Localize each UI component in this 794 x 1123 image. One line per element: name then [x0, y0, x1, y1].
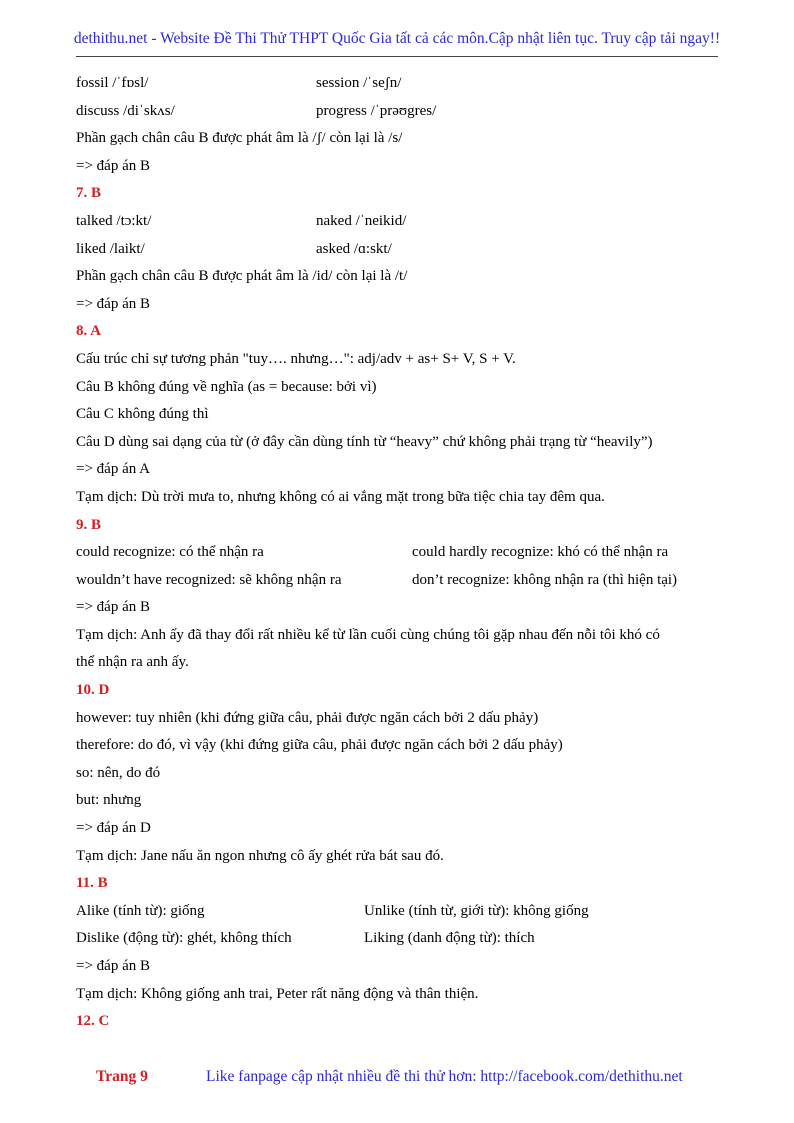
q8-translation: Tạm dịch: Dù trời mưa to, nhưng không có ai vắng mặt trong bữa tiệc chia tay đêm qua.	[76, 488, 605, 505]
q6-word-c: discuss /diˈskʌs/	[76, 102, 175, 119]
page-number: Trang 9	[96, 1068, 148, 1085]
q6-explanation: Phần gạch chân câu B được phát âm là /ʃ/ còn lại là /s/	[76, 130, 403, 147]
q8-heading: 8. A	[76, 323, 102, 340]
q7-row-1	[76, 208, 736, 236]
q8-option-b-note: Câu B không đúng về nghĩa (as = because: bởi vì)	[76, 378, 377, 395]
q8-option-c-note: Câu C không đúng thì	[76, 406, 209, 423]
q11-heading: 11. B	[76, 875, 108, 892]
q9-option-b: could hardly recognize: khó có thể nhận ra	[412, 544, 669, 561]
q11-option-a: Alike (tính từ): giống	[76, 902, 205, 919]
q9-heading: 9. B	[76, 516, 102, 533]
q10-heading: 10. D	[76, 682, 110, 699]
q10-therefore: therefore: do đó, vì vậy (khi đứng giữa câu, phải được ngăn cách bởi 2 dấu phảy)	[76, 737, 563, 754]
q9-option-a: could recognize: có thể nhận ra	[76, 544, 264, 561]
q9-translation-line-1: Tạm dịch: Anh ấy đã thay đổi rất nhiều kể từ lần cuối cùng chúng tôi gặp nhau đến nỗi tôi khó có	[76, 626, 660, 643]
q11-row-2	[76, 925, 736, 953]
q8-structure: Cấu trúc chỉ sự tương phản "tuy…. nhưng…": adj/adv + as+ S+ V, S + V.	[76, 350, 516, 367]
q6-word-a: fossil /ˈfɒsl/	[76, 75, 149, 91]
q11-answer: => đáp án B	[76, 958, 150, 974]
q11-option-b: Unlike (tính từ, giới từ): không giống	[364, 902, 589, 919]
q9-translation-line-2: thể nhận ra anh ấy.	[76, 654, 189, 671]
q8-option-d-note: Câu D dùng sai dạng của từ (ở đây cần dùng tính từ “heavy” chứ không phải trạng từ “heavily”)	[76, 433, 653, 450]
q9-option-c: wouldn’t have recognized: sẽ không nhận ra	[76, 571, 342, 588]
q9-row-2	[76, 567, 736, 595]
q7-heading: 7. B	[76, 185, 102, 202]
q7-explanation: Phần gạch chân câu B được phát âm là /id/ còn lại là /t/	[76, 268, 408, 285]
q11-option-d: Liking (danh động từ): thích	[364, 930, 535, 947]
page-footer	[0, 1068, 794, 1092]
q9-row-1	[76, 539, 736, 567]
q6-row-2	[76, 98, 736, 126]
q10-however: however: tuy nhiên (khi đứng giữa câu, phải được ngăn cách bởi 2 dấu phảy)	[76, 709, 539, 726]
answer-explanations	[76, 70, 736, 1036]
header-link-text[interactable]: dethithu.net - Website Đề Thi Thử THPT Quốc Gia tất cả các môn.Cập nhật liên tục. Truy cập tải ngay!!	[73, 30, 721, 47]
q6-answer: => đáp án B	[76, 157, 150, 174]
q7-word-c: liked /laikt/	[76, 240, 145, 257]
footer-fanpage-link[interactable]: Like fanpage cập nhật nhiều đề thi thử hơn: http://facebook.com/dethithu.net	[206, 1068, 683, 1085]
q7-word-b: naked /ˈneikid/	[316, 212, 407, 229]
page-header[interactable]	[0, 30, 794, 48]
q6-word-d: progress /ˈprəʊgres/	[316, 102, 437, 119]
q10-but: but: nhưng	[76, 792, 142, 809]
q7-row-2	[76, 236, 736, 264]
q11-translation: Tạm dịch: Không giống anh trai, Peter rất năng động và thân thiện.	[76, 985, 479, 1002]
q12-heading: 12. C	[76, 1013, 110, 1030]
q7-word-d: asked /ɑ:skt/	[316, 240, 392, 257]
q7-answer: => đáp án B	[76, 295, 150, 312]
q10-so: so: nên, do đó	[76, 764, 161, 781]
q9-answer: => đáp án B	[76, 599, 150, 616]
q6-word-b: session /ˈseʃn/	[316, 75, 402, 91]
q9-option-d: don’t recognize: không nhận ra (thì hiện tại)	[412, 571, 678, 588]
q10-translation: Tạm dịch: Jane nấu ăn ngon nhưng cô ấy ghét rửa bát sau đó.	[76, 847, 444, 864]
header-divider	[76, 56, 718, 57]
q6-row-1	[76, 70, 736, 98]
q11-option-c: Dislike (động từ): ghét, không thích	[76, 930, 292, 947]
q11-row-1	[76, 898, 736, 926]
q7-word-a: talked /tɔ:kt/	[76, 212, 152, 229]
q10-answer: => đáp án D	[76, 820, 151, 837]
q8-answer: => đáp án A	[76, 461, 150, 478]
